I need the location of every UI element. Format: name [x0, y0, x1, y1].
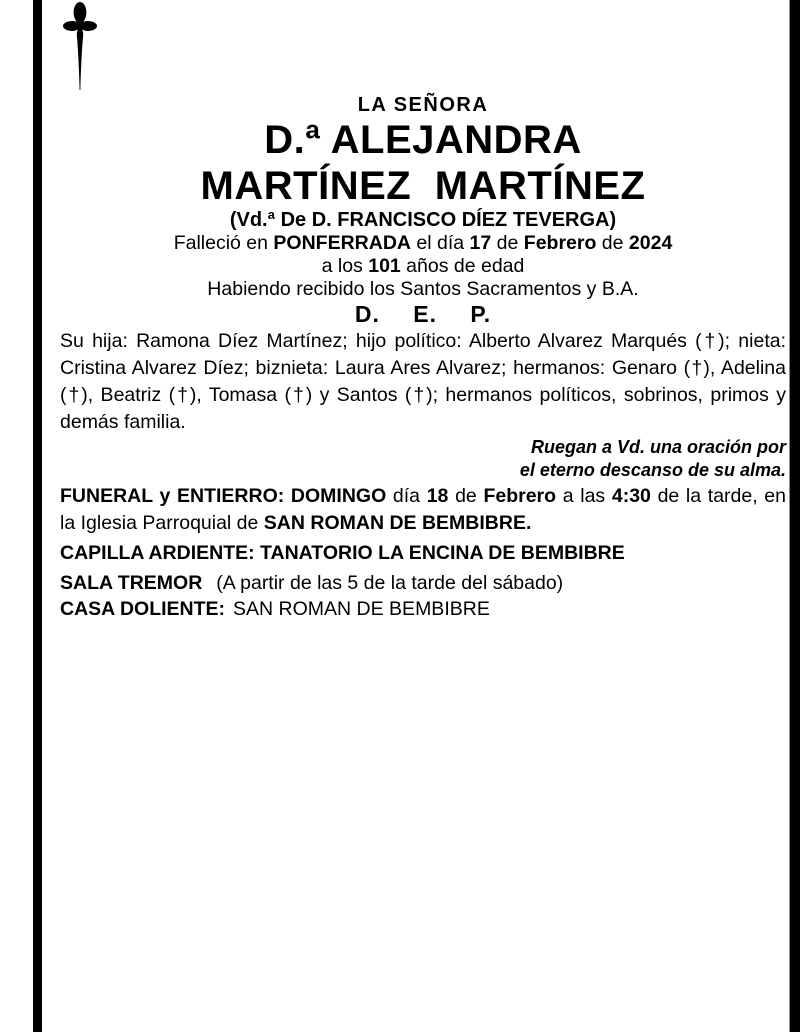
family-paragraph: Su hija: Ramona Díez Martínez; hijo político: Alberto Alvarez Marqués (†); nieta: Cristina Alvarez Díez; biznieta: Laura Ares Alvarez; hermanos: Genaro (†), Adelina (†), Beatriz (†), Tomasa (†) y Santos (†); hermanos políticos, sobrinos, primos y demás familia.	[60, 330, 786, 433]
text-segment: de	[491, 232, 524, 254]
capilla-note: (A partir de las 5 de la tarde del sábado)	[216, 571, 564, 594]
age-line	[60, 255, 786, 278]
funeral-month: Febrero	[483, 485, 557, 508]
text-segment: a las	[556, 485, 612, 508]
text-segment: el día	[411, 232, 470, 254]
funeral-time: 4:30	[611, 485, 651, 508]
text-segment: de	[596, 232, 629, 254]
prayer-plea-line1: Ruegan a Vd. una oración por	[530, 436, 786, 457]
capilla-section	[60, 538, 786, 598]
widow-note: (Vd.ª De D. FRANCISCO DÍEZ TEVERGA)	[229, 209, 617, 231]
pretitle: LA SEÑORA	[357, 94, 489, 116]
text-segment: Falleció en	[173, 232, 274, 254]
casa-value: SAN ROMAN DE BEMBIBRE	[233, 598, 490, 621]
dep-line: D. E. P.	[354, 301, 492, 327]
death-year: 2024	[628, 232, 673, 254]
text-segment: a los	[321, 255, 369, 277]
text-segment: de la tarde, en la Iglesia Parroquial de	[60, 485, 787, 535]
prayer-plea	[60, 436, 786, 484]
capilla-line2	[60, 568, 786, 598]
capilla-sala: SALA TREMOR	[60, 571, 203, 594]
memorial-cross-icon	[60, 0, 786, 94]
death-day: 17	[469, 232, 492, 254]
deceased-name-line2: MARTÍNEZ MARTÍNEZ	[200, 164, 646, 208]
death-place-date-line	[60, 232, 786, 255]
death-place: PONFERRADA	[273, 232, 411, 254]
obituary-content	[60, 0, 786, 1032]
funeral-church: SAN ROMAN DE BEMBIBRE	[263, 512, 526, 535]
funeral-day: 18	[426, 485, 449, 508]
text-segment: día	[386, 485, 427, 508]
deceased-name-line1: D.ª ALEJANDRA	[264, 118, 582, 162]
deceased-name	[60, 117, 786, 209]
casa-doliente-line	[60, 598, 786, 621]
funeral-paragraph	[60, 483, 786, 538]
right-border-rule	[789, 0, 800, 1032]
left-border-rule	[33, 0, 42, 1032]
casa-label: CASA DOLIENTE:	[60, 598, 226, 621]
death-month: Febrero	[523, 232, 597, 254]
funeral-label: FUNERAL y ENTIERRO: DOMINGO	[60, 485, 387, 508]
text-segment: .	[525, 512, 532, 535]
age-years: 101	[368, 255, 401, 277]
text-segment: de	[448, 485, 484, 508]
prayer-plea-line2: el eterno descanso de su alma.	[519, 460, 786, 481]
sacraments-line: Habiendo recibido los Santos Sacramentos y B.A.	[207, 278, 639, 300]
capilla-line1: CAPILLA ARDIENTE: TANATORIO LA ENCINA DE BEMBIBRE	[60, 541, 625, 564]
text-segment: años de edad	[400, 255, 525, 277]
